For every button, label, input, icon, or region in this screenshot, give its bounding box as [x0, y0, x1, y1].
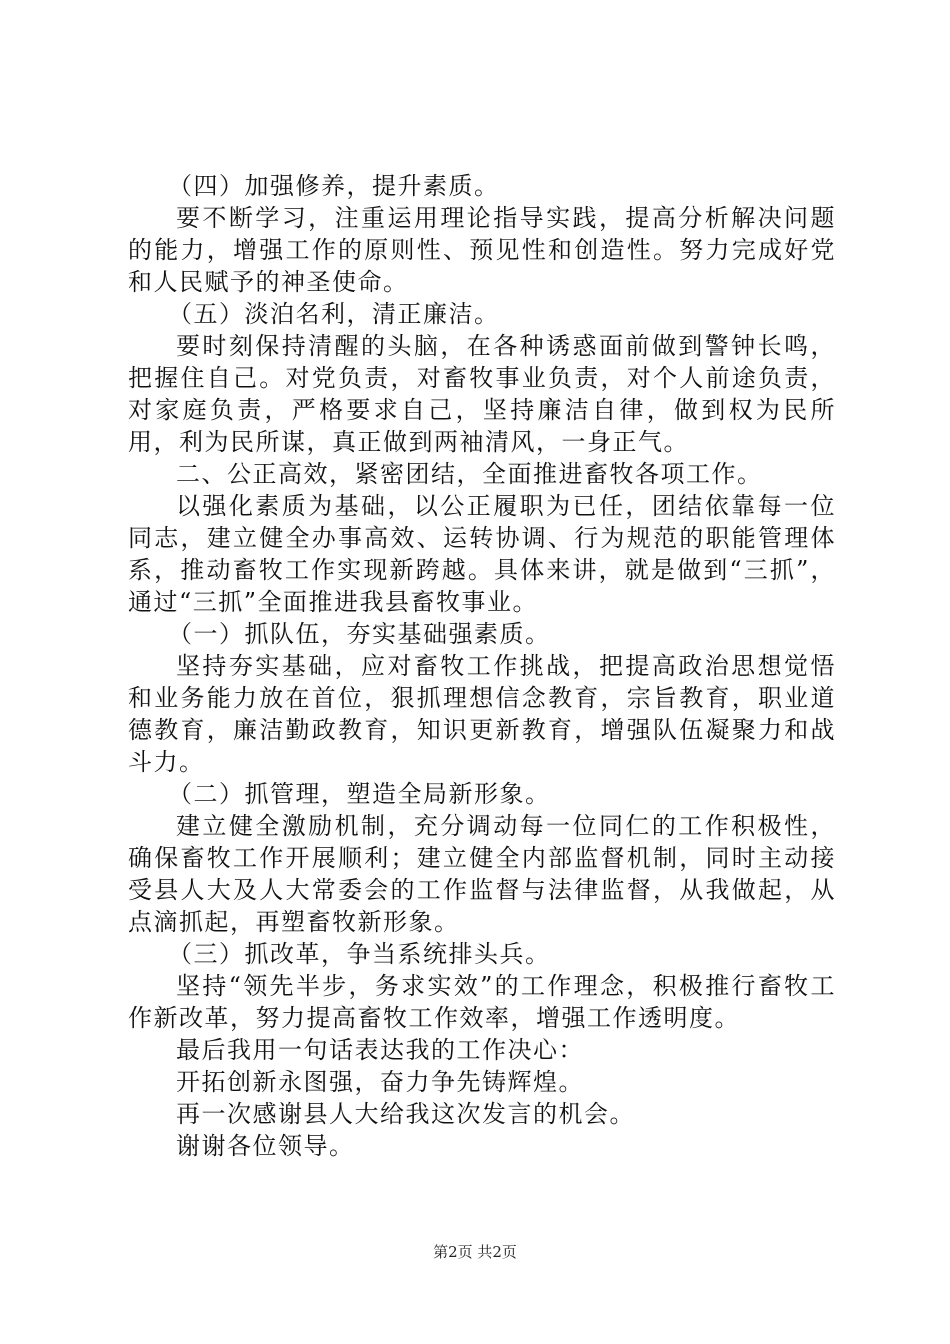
paragraph: 要时刻保持清醒的头脑，在各种诱惑面前做到警钟长鸣，把握住自己。对党负责，对畜牧事业负责，对个人前途负责，对家庭负责，严格要求自己，坚持廉洁自律，做到权为民所用，利为民所谋，真正做到两袖清风，一身正气。: [128, 332, 836, 456]
page-footer: [0, 1242, 950, 1262]
paragraph: 再一次感谢县人大给我这次发言的机会。: [176, 1100, 635, 1128]
subsection-heading-2: （二）抓管理，塑造全局新形象。: [168, 780, 551, 808]
subsection-heading-3: （三）抓改革，争当系统排头兵。: [168, 940, 551, 968]
section-heading-4: （四）加强修养，提升素质。: [168, 172, 500, 200]
paragraph: 坚持夯实基础，应对畜牧工作挑战，把提高政治思想觉悟和业务能力放在首位，狠抓理想信念教育，宗旨教育，职业道德教育，廉洁勤政教育，知识更新教育，增强队伍凝聚力和战斗力。: [128, 652, 836, 776]
paragraph: 要不断学习，注重运用理论指导实践，提高分析解决问题的能力，增强工作的原则性、预见性和创造性。努力完成好党和人民赋予的神圣使命。: [128, 204, 836, 296]
page-number-label: 第2页 共2页: [433, 1243, 517, 1261]
section-heading-5: （五）淡泊名利，清正廉洁。: [168, 300, 500, 328]
paragraph: 谢谢各位领导。: [176, 1132, 355, 1160]
document-body: [128, 170, 836, 1162]
paragraph: 开拓创新永图强，奋力争先铸辉煌。: [176, 1068, 584, 1096]
section-heading-2: 二、公正高效，紧密团结，全面推进畜牧各项工作。: [176, 460, 763, 488]
paragraph: 建立健全激励机制，充分调动每一位同仁的工作积极性，确保畜牧工作开展顺利；建立健全内部监督机制，同时主动接受县人大及人大常委会的工作监督与法律监督，从我做起，从点滴抓起，再塑畜牧新形象。: [128, 812, 836, 936]
paragraph: 最后我用一句话表达我的工作决心：: [176, 1036, 584, 1064]
paragraph: 以强化素质为基础，以公正履职为已任，团结依靠每一位同志，建立健全办事高效、运转协调、行为规范的职能管理体系，推动畜牧工作实现新跨越。具体来讲，就是做到“三抓”，通过“三抓”全面推进我县畜牧事业。: [128, 492, 836, 616]
subsection-heading-1: （一）抓队伍，夯实基础强素质。: [168, 620, 551, 648]
paragraph: 坚持“领先半步，务求实效”的工作理念，积极推行畜牧工作新改革，努力提高畜牧工作效率，增强工作透明度。: [128, 972, 836, 1032]
